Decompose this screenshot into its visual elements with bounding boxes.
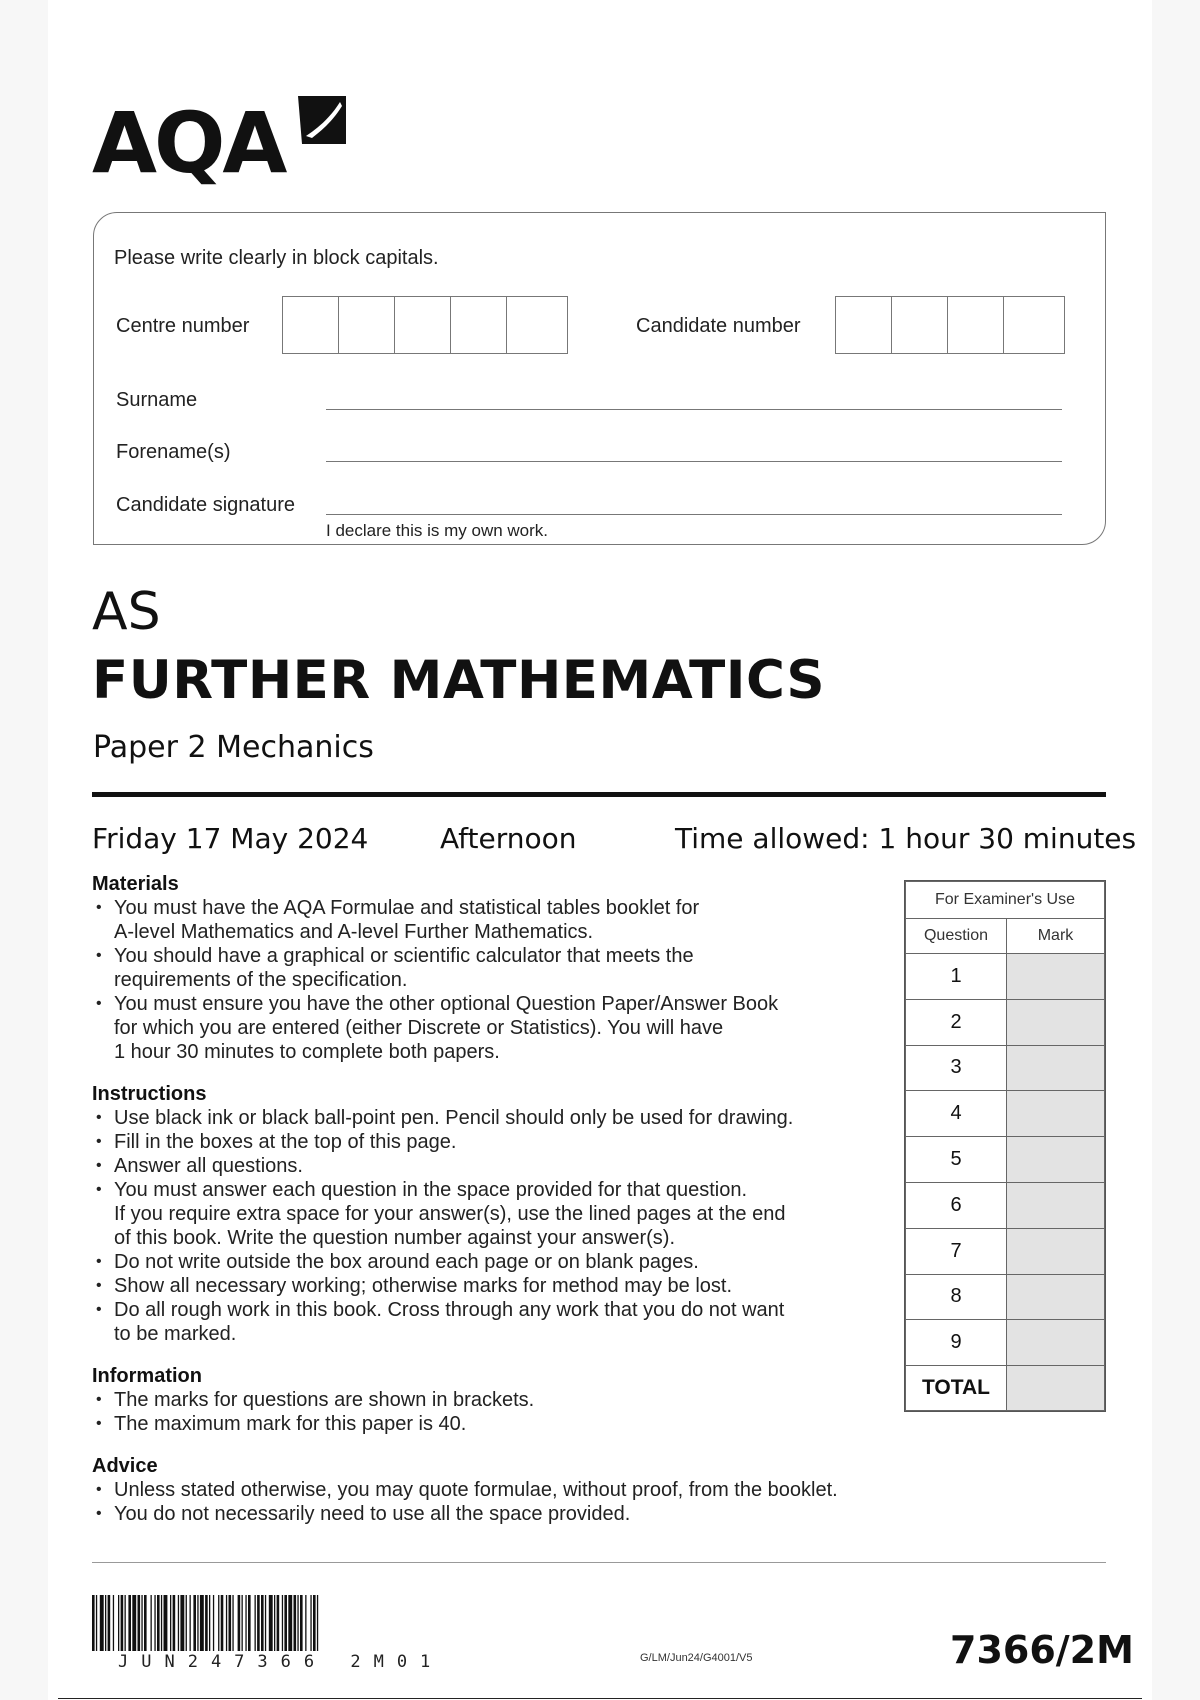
centre-number-cell[interactable] — [395, 297, 451, 353]
information-section — [92, 1364, 892, 1436]
paper-title: Paper 2 Mechanics — [93, 730, 374, 765]
centre-number-boxes[interactable] — [282, 296, 568, 354]
list-item: • The maximum mark for this paper is 40. — [92, 1412, 892, 1436]
list-item: • Do not write outside the box around each page or on blank pages. — [92, 1250, 892, 1274]
advice-section — [92, 1454, 892, 1526]
advice-list — [92, 1478, 892, 1526]
total-mark-cell — [1007, 1366, 1105, 1411]
footer-divider — [92, 1562, 1106, 1563]
mark-cell — [1007, 1091, 1105, 1137]
list-item: • You do not necessarily need to use all the space provided. — [92, 1502, 892, 1526]
total-label: TOTAL — [906, 1366, 1007, 1411]
list-item: • Use black ink or black ball-point pen. Pencil should only be used for drawing. — [92, 1106, 892, 1130]
advice-heading: Advice — [92, 1455, 158, 1477]
list-item: • You should have a graphical or scientific calculator that meets the requirements of the specification. — [92, 944, 892, 992]
list-item: • You must answer each question in the space provided for that question. If you require extra space for your answer(s), use the lined pages at the end of this book. Write the question number against your answer(s). — [92, 1178, 892, 1250]
mark-cell — [1007, 954, 1105, 1000]
instructions-heading: Instructions — [92, 1083, 207, 1105]
centre-number-cell[interactable] — [339, 297, 395, 353]
mark-column-header: Mark — [1007, 919, 1105, 954]
centre-number-cell[interactable] — [283, 297, 339, 353]
question-number: 2 — [906, 999, 1007, 1045]
list-item: • Do all rough work in this book. Cross through any work that you do not want to be marked. — [92, 1298, 892, 1346]
page-bottom-rule — [58, 1698, 1142, 1699]
table-row — [906, 1274, 1105, 1320]
information-heading: Information — [92, 1365, 202, 1387]
exam-session: Afternoon — [440, 822, 577, 855]
question-number: 9 — [906, 1320, 1007, 1366]
paper-code: 7366/2M — [950, 1628, 1134, 1672]
mark-cell — [1007, 1320, 1105, 1366]
qualification-level: AS — [92, 582, 161, 642]
question-number: 4 — [906, 1091, 1007, 1137]
examiner-use-table — [904, 880, 1106, 1412]
question-number: 7 — [906, 1228, 1007, 1274]
list-item: • Fill in the boxes at the top of this page. — [92, 1130, 892, 1154]
candidate-number-label: Candidate number — [636, 315, 801, 337]
aqa-logo — [92, 92, 362, 192]
signature-field[interactable] — [326, 514, 1062, 515]
time-allowed: Time allowed: 1 hour 30 minutes — [675, 822, 1137, 855]
exam-sections — [92, 872, 892, 1544]
instructions-list — [92, 1106, 892, 1346]
subject-title: FURTHER MATHEMATICS — [92, 650, 826, 711]
barcode-text: JUN247366 2M01 — [118, 1652, 444, 1672]
block-capitals-instruction: Please write clearly in block capitals. — [114, 247, 439, 269]
question-number: 1 — [906, 954, 1007, 1000]
title-divider — [92, 792, 1106, 797]
forenames-label: Forename(s) — [116, 441, 231, 463]
forenames-field[interactable] — [326, 461, 1062, 462]
question-number: 3 — [906, 1045, 1007, 1091]
question-number: 6 — [906, 1182, 1007, 1228]
table-row — [906, 1091, 1105, 1137]
exam-date: Friday 17 May 2024 — [92, 822, 369, 855]
question-number: 5 — [906, 1137, 1007, 1183]
list-item: • You must ensure you have the other optional Question Paper/Answer Book for which you are entered (either Discrete or Statistics). You will have 1 hour 30 minutes to complete both papers. — [92, 992, 892, 1064]
list-item: • Answer all questions. — [92, 1154, 892, 1178]
candidate-number-cell[interactable] — [892, 297, 948, 353]
table-row — [906, 1182, 1105, 1228]
candidate-details-box — [93, 212, 1106, 545]
list-item: • Unless stated otherwise, you may quote formulae, without proof, from the booklet. — [92, 1478, 892, 1502]
surname-label: Surname — [116, 389, 198, 411]
centre-number-label: Centre number — [116, 315, 250, 337]
candidate-number-cell[interactable] — [836, 297, 892, 353]
table-row — [906, 1137, 1105, 1183]
examiner-table-heading: For Examiner's Use — [906, 882, 1105, 919]
list-item: • The marks for questions are shown in brackets. — [92, 1388, 892, 1412]
declaration-text: I declare this is my own work. — [326, 521, 549, 540]
candidate-number-boxes[interactable] — [835, 296, 1065, 354]
table-row — [906, 1045, 1105, 1091]
information-list — [92, 1388, 892, 1436]
centre-number-cell[interactable] — [451, 297, 507, 353]
instructions-section — [92, 1082, 892, 1346]
mark-cell — [1007, 1274, 1105, 1320]
question-column-header: Question — [906, 919, 1007, 954]
table-row — [906, 1320, 1105, 1366]
materials-section — [92, 872, 892, 1064]
materials-list — [92, 896, 892, 1064]
table-row — [906, 1228, 1105, 1274]
question-number: 8 — [906, 1274, 1007, 1320]
list-item: • You must have the AQA Formulae and statistical tables booklet for A-level Mathematics and A-level Further Mathematics. — [92, 896, 892, 944]
table-row — [906, 954, 1105, 1000]
surname-field[interactable] — [326, 409, 1062, 410]
mark-cell — [1007, 1137, 1105, 1183]
list-item: • Show all necessary working; otherwise marks for method may be lost. — [92, 1274, 892, 1298]
table-row — [906, 999, 1105, 1045]
mark-cell — [1007, 1045, 1105, 1091]
logo-text: AQA — [92, 94, 285, 192]
materials-heading: Materials — [92, 873, 179, 895]
signature-label: Candidate signature — [116, 494, 296, 516]
aqa-logo-mark-icon — [292, 92, 350, 150]
mark-cell — [1007, 1182, 1105, 1228]
barcode — [92, 1595, 504, 1651]
mark-cell — [1007, 1228, 1105, 1274]
candidate-number-cell[interactable] — [1004, 297, 1060, 353]
candidate-number-cell[interactable] — [948, 297, 1004, 353]
mark-cell — [1007, 999, 1105, 1045]
centre-number-cell[interactable] — [507, 297, 563, 353]
document-reference: G/LM/Jun24/G4001/V5 — [640, 1652, 753, 1664]
total-row — [906, 1366, 1105, 1411]
